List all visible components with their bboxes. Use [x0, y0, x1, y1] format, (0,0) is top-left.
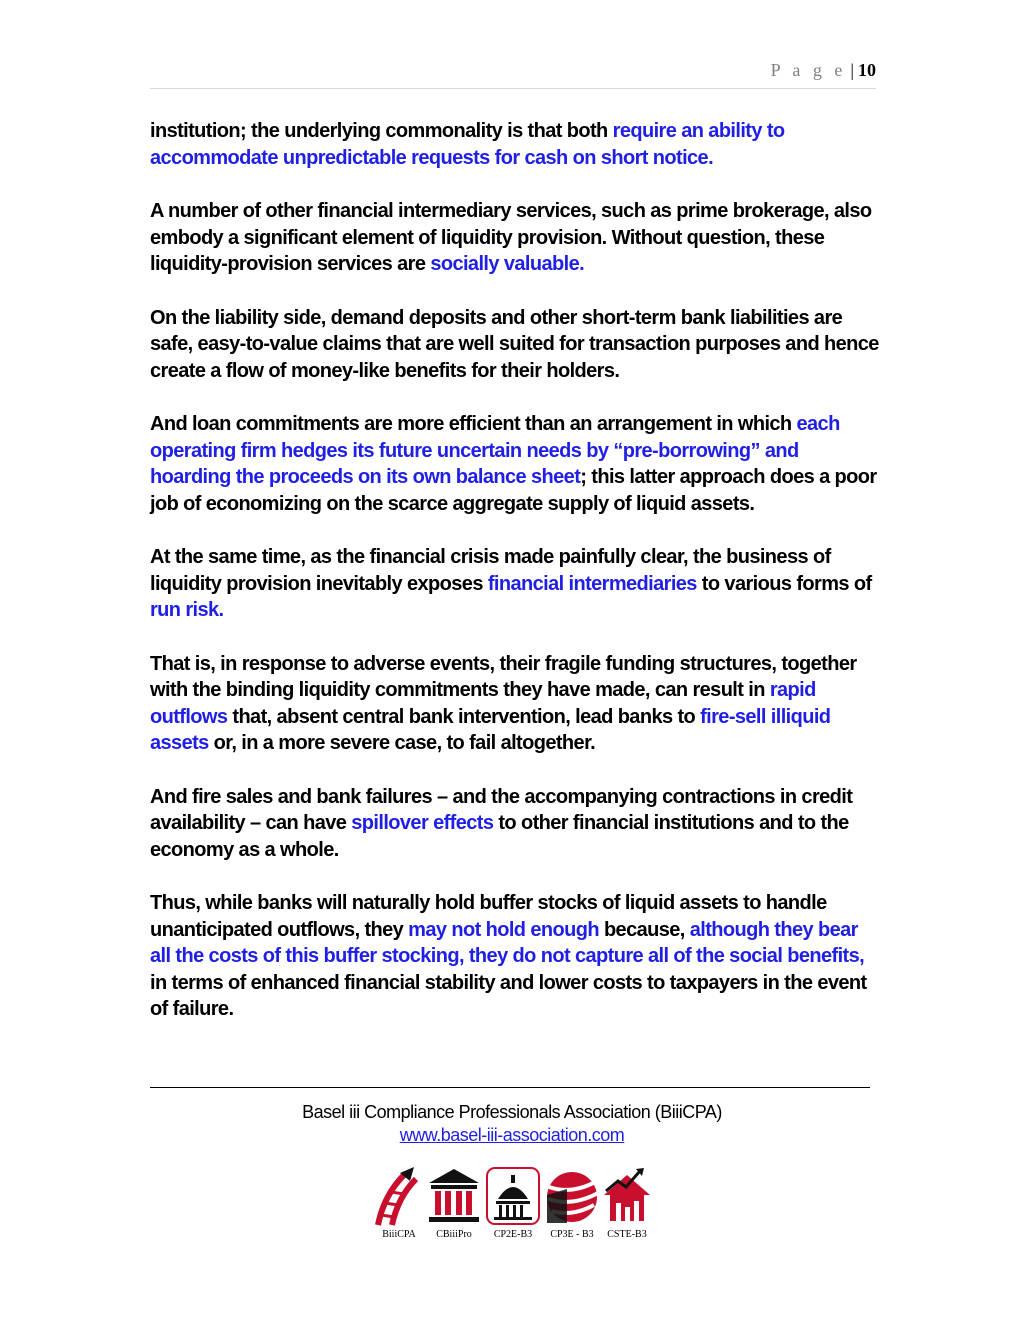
highlighted-text: rapid outflows [150, 679, 816, 728]
highlighted-text: financial intermediaries [487, 572, 697, 595]
highlighted-text: fire-sell illiquid assets [150, 705, 831, 754]
body-text-run: to various forms of [696, 572, 872, 595]
body-text [150, 118, 880, 1050]
highlighted-text: spillover effects [351, 812, 494, 834]
capitol-dome-logo-icon [484, 1165, 542, 1227]
bank-building-logo-icon [425, 1165, 483, 1227]
highlighted-text: run risk. [150, 599, 224, 621]
highlighted-text: may not hold enough [408, 918, 599, 941]
sphere-logo-icon [543, 1165, 601, 1227]
logo-caption: CP2E-B3 [493, 1229, 533, 1240]
paragraph [150, 651, 880, 757]
footer-divider [150, 1087, 870, 1088]
logo-caption: CSTE-B3 [607, 1229, 647, 1240]
footer-organization: Basel iii Compliance Professionals Association (BiiiCPA) [302, 1102, 722, 1122]
body-text-run: that, absent central bank intervention, lead banks to [227, 705, 701, 728]
highlighted-text: each operating firm hedges its future uncertain needs by “pre-borrowing” and hoarding the proceeds on its own balance sheet [150, 413, 840, 488]
house-chart-logo-icon [598, 1165, 656, 1227]
body-text-run: Thus, while banks will naturally hold buffer stocks of liquid assets to handle unanticipated outflows, they [150, 892, 827, 941]
logo-caption: CBiiiPro [436, 1229, 472, 1240]
body-text-run: That is, in response to adverse events, their fragile funding structures, together with the binding liquidity commitments they have made, can result in [150, 652, 857, 701]
page-header [150, 60, 876, 89]
footer-website-link[interactable]: www.basel-iii-association.com [399, 1125, 625, 1145]
logo-caption: CP3E - B3 [550, 1229, 594, 1240]
paragraph [150, 118, 880, 171]
body-text-run: At the same time, as the financial crisis made painfully clear, the business of liquidity provision inevitably exposes [150, 546, 831, 595]
logo-caption: BiiiCPA [382, 1229, 416, 1240]
paragraph [150, 544, 880, 624]
paragraph [150, 198, 880, 278]
body-text-run: to other financial institutions and to the economy as a whole. [150, 812, 849, 861]
ladder-arrow-logo-icon [370, 1165, 428, 1227]
highlighted-text: require an ability to accommodate unpredictable requests for cash on short notice. [150, 120, 785, 169]
body-text-run: And loan commitments are more efficient than an arrangement in which [150, 413, 797, 435]
body-text-run: or, in a more severe case, to fail altogether. [208, 732, 596, 754]
highlighted-text: although they bear all the costs of this buffer stocking, they do not capture all of the social benefits, [150, 918, 865, 967]
body-text-run: because, [598, 918, 690, 941]
page-separator: | [850, 60, 854, 80]
body-text-run: ; this latter approach does a poor job of economizing on the scarce aggregate supply of liquid assets. [150, 466, 877, 515]
paragraph [150, 890, 880, 1023]
paragraph [150, 411, 880, 517]
page-label: P a g e [770, 60, 847, 80]
cste-b3-logo [598, 1165, 656, 1245]
page-number: 10 [858, 60, 876, 80]
paragraph [150, 305, 880, 385]
highlighted-text: socially valuable. [430, 253, 585, 275]
body-text-run: On the liability side, demand deposits and other short-term bank liabilities are safe, easy-to-value claims that are well suited for transaction purposes and hence create a flow of money-like benefits for their holders. [150, 306, 879, 382]
certification-logos [370, 1165, 660, 1245]
body-text-run: in terms of enhanced financial stability and lower costs to taxpayers in the event of failure. [150, 971, 867, 1020]
body-text-run: And fire sales and bank failures – and the accompanying contractions in credit availability – can have [150, 785, 853, 834]
body-text-run: A number of other financial intermediary services, such as prime brokerage, also embody a significant element of liquidity provision. Without question, these liquidity-provision services are [150, 200, 872, 275]
paragraph [150, 784, 880, 864]
body-text-run: institution; the underlying commonality is that both [150, 120, 613, 142]
